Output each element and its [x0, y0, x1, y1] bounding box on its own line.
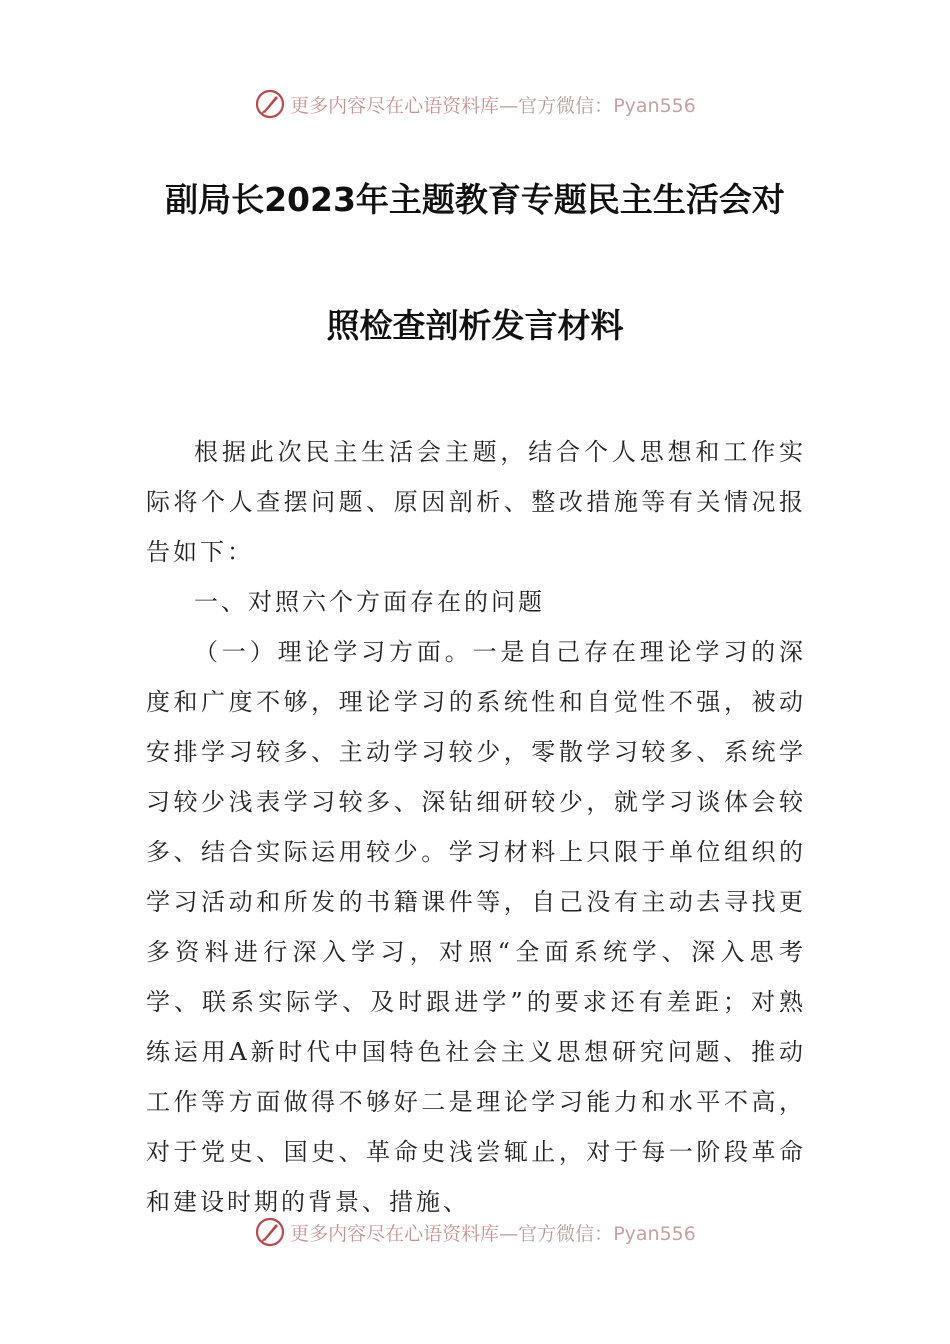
- document-body: [146, 427, 806, 1227]
- watermark-id: Pyan556: [613, 94, 696, 117]
- watermark-text: [290, 91, 696, 118]
- watermark-footer: [0, 1212, 950, 1252]
- quill-logo-icon: [254, 88, 286, 120]
- document-title-line2: 照检查剖析发言材料: [326, 306, 624, 345]
- watermark-dash: —: [499, 1222, 519, 1245]
- quill-logo-icon: [254, 1216, 286, 1248]
- watermark-sub: 官方微信：: [518, 1222, 614, 1245]
- document-title-line1: 副局长2023年主题教育专题民主生活会对: [165, 180, 785, 219]
- watermark-id: Pyan556: [613, 1222, 696, 1245]
- watermark-header: [0, 84, 950, 124]
- watermark-sub: 官方微信：: [518, 94, 614, 117]
- paragraph-theory-study: （一）理论学习方面。一是自己存在理论学习的深度和广度不够，理论学习的系统性和自觉性不强，被动安排学习较多、主动学习较少，零散学习较多、系统学习较少浅表学习较多、深钻细研较少，就学习谈体会较多、结合实际运用较少。学习材料上只限于单位组织的学习活动和所发的书籍课件等，自己没有主动去寻找更多资料进行深入学习，对照“全面系统学、深入思考学、联系实际学、及时跟进学”的要求还有差距；对熟练运用A新时代中国特色社会主义思想研究问题、推动工作等方面做得不够好二是理论学习能力和水平不高，对于党史、国史、革命史浅尝辄止，对于每一阶段革命和建设时期的背景、措施、: [146, 638, 806, 1216]
- paragraph-intro: 根据此次民主生活会主题，结合个人思想和工作实际将个人查摆问题、原因剖析、整改措施等有关情况报告如下：: [146, 438, 806, 566]
- watermark-dash: —: [499, 94, 519, 117]
- paragraph-section-heading: 一、对照六个方面存在的问题: [194, 588, 545, 616]
- watermark-text: [290, 1219, 696, 1246]
- watermark-main: 更多内容尽在心语资料库: [290, 1222, 500, 1245]
- watermark-main: 更多内容尽在心语资料库: [290, 94, 500, 117]
